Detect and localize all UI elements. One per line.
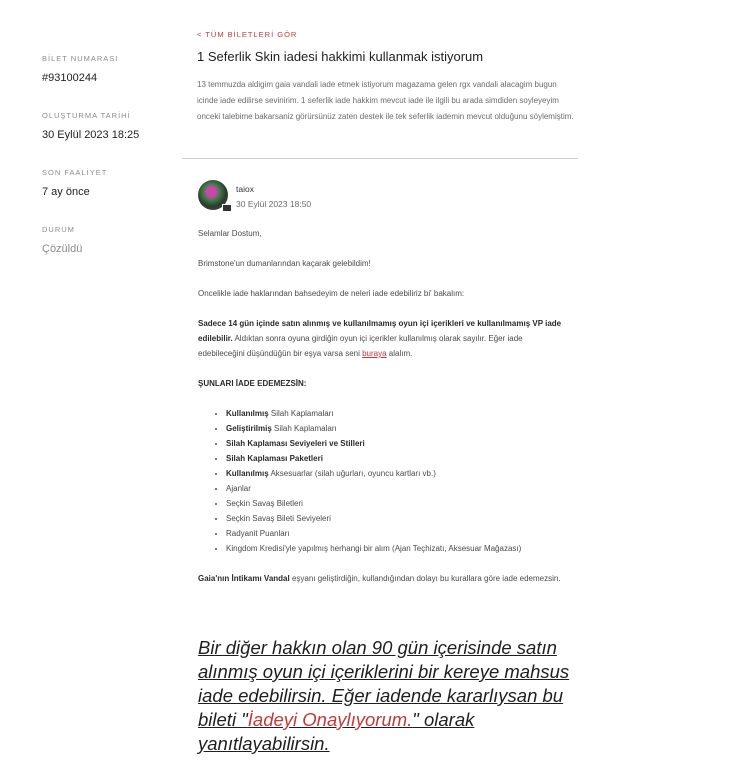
gaia-bold: Gaia'nın İntikamı Vandal — [198, 574, 290, 583]
greeting: Selamlar Dostum, — [198, 229, 262, 238]
confirm-refund-phrase: İadeyi Onaylıyorum. — [247, 709, 413, 730]
list-item-bold: Geliştirilmiş — [226, 424, 272, 433]
list-item-text: Radyanit Puanları — [226, 529, 290, 538]
refund-rule — [198, 316, 568, 361]
ticket-number: #93100244 — [42, 72, 98, 84]
rule-text: Aldıktan sonra oyuna girdiğin oyun içi içerikler kullanılmış olarak sayılır. Eğer iade edebileceğini düşündüğün bir eşya varsa seni — [198, 334, 523, 358]
rule-bold: Sadece 14 gün içinde satın alınmış ve kullanılmamış oyun içi içerikleri ve kullanılmamış VP iade edilebilir. — [198, 319, 562, 343]
list-item-text: Ajanlar — [226, 484, 251, 493]
list-item-text: Silah Kaplamaları — [271, 424, 337, 433]
list-item-text: Kingdom Kredisi'yle yapılmış herhangi bir alım (Ajan Teçhizatı, Aksesuar Mağazası) — [226, 544, 522, 553]
list-item — [226, 481, 568, 496]
here-link[interactable]: buraya — [362, 349, 387, 358]
note-text-end: " olarak yanıtlayabilirsin. — [198, 709, 475, 754]
list-item — [226, 451, 568, 466]
ticket-title: 1 Seferlik Skin iadesi hakkimi kullanmak istiyorum — [197, 49, 484, 64]
ticket-header — [197, 30, 577, 125]
refund-instruction-note — [198, 636, 578, 756]
gaia-note — [198, 571, 568, 586]
created-label: OLUŞTURMA TARİHİ — [42, 111, 131, 120]
list-item — [226, 541, 568, 556]
comment-author: taiox — [236, 184, 254, 194]
non-refundable-title: ŞUNLARI İADE EDEMEZSİN: — [198, 379, 307, 388]
list-item — [226, 406, 568, 421]
ticket-meta-sidebar — [42, 54, 172, 282]
created-date: 30 Eylül 2023 18:25 — [42, 129, 140, 141]
list-item — [226, 496, 568, 511]
back-to-tickets-link[interactable]: < TÜM BİLETLERİ GÖR — [197, 30, 298, 39]
list-item-bold: Silah Kaplaması Paketleri — [226, 454, 323, 463]
list-item-bold: Kullanılmış — [226, 409, 269, 418]
rule-end: alalım. — [386, 349, 413, 358]
ticket-description: 13 temmuzda aldigim gaia vandali iade etmek istiyorum magazama gelen rgx vandali alacagim bugun icinde iade edilirse sevinirim. 1 seferlik iade hakkim mevcut iade ile ilgili bu arada simdiden soyleyeyim onceki talebime bakarsaniz görürsünüz zaten destek ile tek seferlik iademin mevcut olduğunu söylemiştim. — [197, 80, 574, 121]
gaia-text: eşyanı geliştirdiğin, kullandığından dolayı bu kurallara göre iade edemezsin. — [289, 574, 561, 583]
list-item — [226, 511, 568, 526]
intro: Brimstone'un dumanlarından kaçarak gelebildim! — [198, 259, 371, 268]
comment-body — [198, 226, 568, 601]
ticket-number-label: BİLET NUMARASI — [42, 54, 119, 63]
activity-label: SON FAALİYET — [42, 168, 108, 177]
list-item — [226, 436, 568, 451]
agent-badge-icon — [222, 204, 232, 212]
lead: Oncelikle iade haklarından bahsedeyim de neleri iade edebiliriz bi' bakalım: — [198, 289, 465, 298]
non-refundable-list — [198, 406, 568, 556]
comment-date: 30 Eylül 2023 18:50 — [236, 199, 312, 209]
list-item-text: Aksesuarlar (silah uğurları, oyuncu kartları vb.) — [268, 469, 436, 478]
divider — [182, 158, 578, 159]
list-item — [226, 421, 568, 436]
status-label: DURUM — [42, 225, 75, 234]
list-item — [226, 526, 568, 541]
last-activity: 7 ay önce — [42, 186, 90, 198]
list-item-bold: Silah Kaplaması Seviyeleri ve Stilleri — [226, 439, 365, 448]
note-text: Bir diğer hakkın olan 90 gün içerisinde satın alınmış oyun içi içeriklerini bir kereye mahsus iade edebilirsin. Eğer iadende kararlıysan bu bileti " — [198, 637, 570, 730]
list-item-bold: Kullanılmış — [226, 469, 269, 478]
list-item-text: Seçkin Savaş Bileti Seviyeleri — [226, 514, 331, 523]
status-value: Çözüldü — [42, 243, 83, 255]
list-item-text: Silah Kaplamaları — [268, 409, 334, 418]
list-item-text: Seçkin Savaş Biletleri — [226, 499, 303, 508]
list-item — [226, 466, 568, 481]
